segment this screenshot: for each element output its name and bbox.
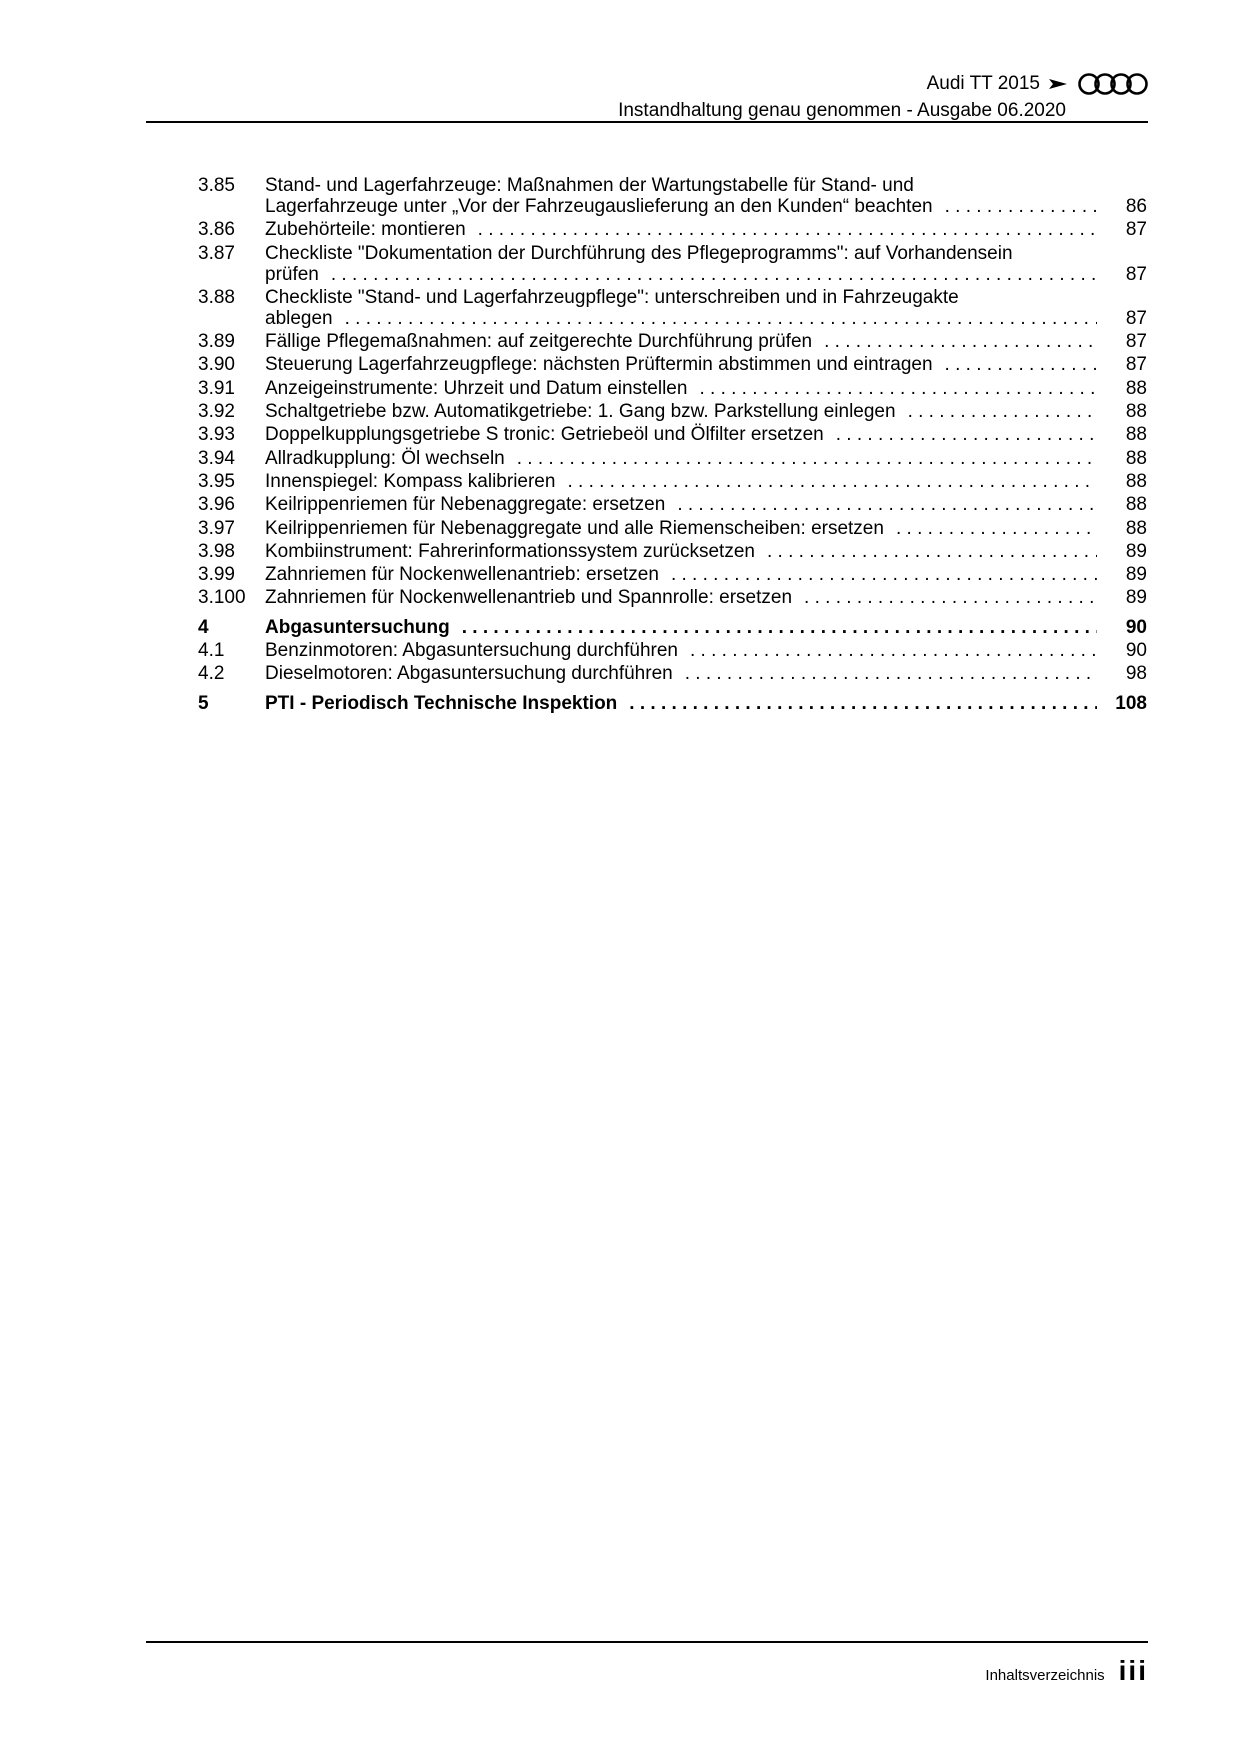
toc-entry[interactable] <box>198 518 1147 539</box>
toc-entry[interactable] <box>198 663 1147 684</box>
arrow-right-icon <box>1048 77 1068 91</box>
toc-entry-number: 3.88 <box>198 286 235 308</box>
toc-dot-leader <box>673 663 1097 684</box>
toc-entry-title: Doppelkupplungsgetriebe S tronic: Getriebeöl und Ölfilter ersetzen <box>265 424 824 446</box>
toc-entry-page: 87 <box>1125 307 1147 329</box>
toc-entry-title: Innenspiegel: Kompass kalibrieren <box>265 470 556 492</box>
toc-entry-title: Allradkupplung: Öl wechseln <box>265 447 505 469</box>
toc-dot-leader <box>333 308 1097 329</box>
toc-entry-number: 3.94 <box>198 447 235 469</box>
toc-entry-title: Zahnriemen für Nockenwellenantrieb: ersetzen <box>265 564 659 586</box>
toc-entry-title: Kombiinstrument: Fahrerinformationssystem zurücksetzen <box>265 540 755 562</box>
toc-entry-title: Abgasuntersuchung <box>265 616 450 638</box>
toc-dot-leader <box>659 564 1097 585</box>
toc-entry-title: Checkliste "Stand- und Lagerfahrzeugpflege": unterschreiben und in Fahrzeugakte <box>265 286 959 308</box>
toc-entry-number: 5 <box>198 692 209 714</box>
toc-dot-leader <box>896 401 1097 422</box>
toc-dot-leader <box>665 494 1097 515</box>
toc-entry[interactable] <box>198 587 1147 608</box>
toc-entry-number: 3.99 <box>198 564 235 586</box>
toc-entry[interactable] <box>198 448 1147 469</box>
toc-entry-title: prüfen <box>265 263 319 285</box>
toc-entry[interactable] <box>198 175 1147 196</box>
toc-entry-page: 89 <box>1125 587 1147 609</box>
footer-section-label: Inhaltsverzeichnis <box>985 1667 1105 1684</box>
toc-entry[interactable] <box>198 693 1147 714</box>
toc-entry[interactable] <box>198 264 1147 285</box>
model-line <box>927 72 1148 96</box>
toc-entry-title: Fällige Pflegemaßnahmen: auf zeitgerechte Durchführung prüfen <box>265 331 813 353</box>
toc-entry[interactable] <box>198 331 1147 352</box>
toc-dot-leader <box>466 219 1097 240</box>
toc-entry-number: 3.95 <box>198 470 235 492</box>
model-title: Audi TT 2015 <box>926 73 1040 94</box>
toc-entry-page: 98 <box>1125 663 1147 685</box>
toc-entry[interactable] <box>198 640 1147 661</box>
toc-entry-title: Keilrippenriemen für Nebenaggregate und alle Riemenscheiben: ersetzen <box>265 517 884 539</box>
footer-page-number: iii <box>1118 1655 1148 1686</box>
toc-entry-title: PTI - Periodisch Technische Inspektion <box>265 692 618 714</box>
toc-entry[interactable] <box>198 541 1147 562</box>
toc-entry-number: 3.92 <box>198 401 235 423</box>
audi-rings-logo <box>1078 72 1148 96</box>
toc-entry-number: 3.87 <box>198 242 235 264</box>
toc-dot-leader <box>755 541 1097 562</box>
toc-entry-page: 88 <box>1125 401 1147 423</box>
toc-dot-leader <box>933 354 1097 375</box>
toc-entry-page: 90 <box>1125 616 1147 638</box>
toc-entry-title: Steuerung Lagerfahrzeugpflege: nächsten Prüftermin abstimmen und eintragen <box>265 354 933 376</box>
toc-entry[interactable] <box>198 287 1147 308</box>
toc-entry-page: 88 <box>1125 494 1147 516</box>
toc-entry-number: 3.86 <box>198 219 235 241</box>
toc-entry-page: 89 <box>1125 564 1147 586</box>
toc-entry-number: 3.98 <box>198 540 235 562</box>
toc-entry-number: 4.1 <box>198 640 225 662</box>
footer-divider <box>146 1641 1148 1643</box>
toc-entry-title: Anzeigeinstrumente: Uhrzeit und Datum einstellen <box>265 377 688 399</box>
toc-dot-leader <box>505 448 1097 469</box>
toc-entry-title: Schaltgetriebe bzw. Automatikgetriebe: 1. Gang bzw. Parkstellung einlegen <box>265 401 896 423</box>
toc-entry-number: 3.89 <box>198 331 235 353</box>
toc-entry[interactable] <box>198 617 1147 638</box>
toc-dot-leader <box>687 378 1097 399</box>
toc-entry-title: Zahnriemen für Nockenwellenantrieb und Spannrolle: ersetzen <box>265 587 793 609</box>
toc-entry[interactable] <box>198 354 1147 375</box>
toc-dot-leader <box>824 424 1097 445</box>
toc-dot-leader <box>617 693 1097 714</box>
toc-dot-leader <box>884 518 1097 539</box>
document-subtitle: Instandhaltung genau genommen - Ausgabe 06.2020 <box>618 100 1066 121</box>
toc-dot-leader <box>555 471 1097 492</box>
toc-dot-leader <box>450 617 1097 638</box>
toc-entry-page: 87 <box>1125 263 1147 285</box>
toc-entry-number: 3.96 <box>198 494 235 516</box>
toc-entry[interactable] <box>198 401 1147 422</box>
page-header <box>146 69 1148 123</box>
toc-entry-title: ablegen <box>265 307 333 329</box>
toc-dot-leader <box>792 587 1097 608</box>
toc-entry-number: 4.2 <box>198 663 225 685</box>
toc-entry-page: 88 <box>1125 470 1147 492</box>
toc-dot-leader <box>933 196 1097 217</box>
toc-entry-number: 3.93 <box>198 424 235 446</box>
toc-entry-page: 88 <box>1125 377 1147 399</box>
toc-entry-number: 4 <box>198 616 209 638</box>
toc-dot-leader <box>678 640 1097 661</box>
toc-entry-number: 3.91 <box>198 377 235 399</box>
toc-entry-title: Lagerfahrzeuge unter „Vor der Fahrzeugauslieferung an den Kunden“ beachten <box>265 196 933 217</box>
toc-entry-title: Checkliste "Dokumentation der Durchführung des Pflegeprogramms": auf Vorhandensein <box>265 242 1013 264</box>
toc-entry-page: 89 <box>1125 540 1147 562</box>
toc-entry[interactable] <box>198 494 1147 515</box>
toc-entry-title: Zubehörteile: montieren <box>265 219 466 241</box>
toc-entry[interactable] <box>198 196 1147 217</box>
toc-entry[interactable] <box>198 219 1147 240</box>
toc-entry-page: 90 <box>1125 640 1147 662</box>
toc-entry-title: Stand- und Lagerfahrzeuge: Maßnahmen der Wartungstabelle für Stand- und <box>265 175 914 196</box>
toc-entry-number: 3.100 <box>198 587 246 609</box>
toc-entry-page: 87 <box>1125 354 1147 376</box>
toc-dot-leader <box>319 264 1097 285</box>
toc-entry[interactable] <box>198 308 1147 329</box>
toc-entry-number: 3.85 <box>198 175 235 196</box>
toc-entry-page: 87 <box>1125 331 1147 353</box>
toc-entry[interactable] <box>198 564 1147 585</box>
toc-entry-page: 86 <box>1125 196 1147 217</box>
toc-entry-title: Keilrippenriemen für Nebenaggregate: ersetzen <box>265 494 666 516</box>
toc-dot-leader <box>812 331 1097 352</box>
toc-entry-number: 3.90 <box>198 354 235 376</box>
toc-entry-title: Benzinmotoren: Abgasuntersuchung durchführen <box>265 640 678 662</box>
toc-entry-number: 3.97 <box>198 517 235 539</box>
toc-entry-page: 88 <box>1125 424 1147 446</box>
toc-entry-page: 108 <box>1115 692 1147 714</box>
toc-entry-page: 87 <box>1125 219 1147 241</box>
toc-entry-page: 88 <box>1125 517 1147 539</box>
toc-entry[interactable] <box>198 243 1147 264</box>
page-footer <box>985 1656 1148 1686</box>
toc-entry-title: Dieselmotoren: Abgasuntersuchung durchführen <box>265 663 673 685</box>
table-of-contents <box>198 175 1147 714</box>
toc-entry[interactable] <box>198 424 1147 445</box>
toc-entry-page: 88 <box>1125 447 1147 469</box>
toc-entry[interactable] <box>198 471 1147 492</box>
toc-entry[interactable] <box>198 378 1147 399</box>
